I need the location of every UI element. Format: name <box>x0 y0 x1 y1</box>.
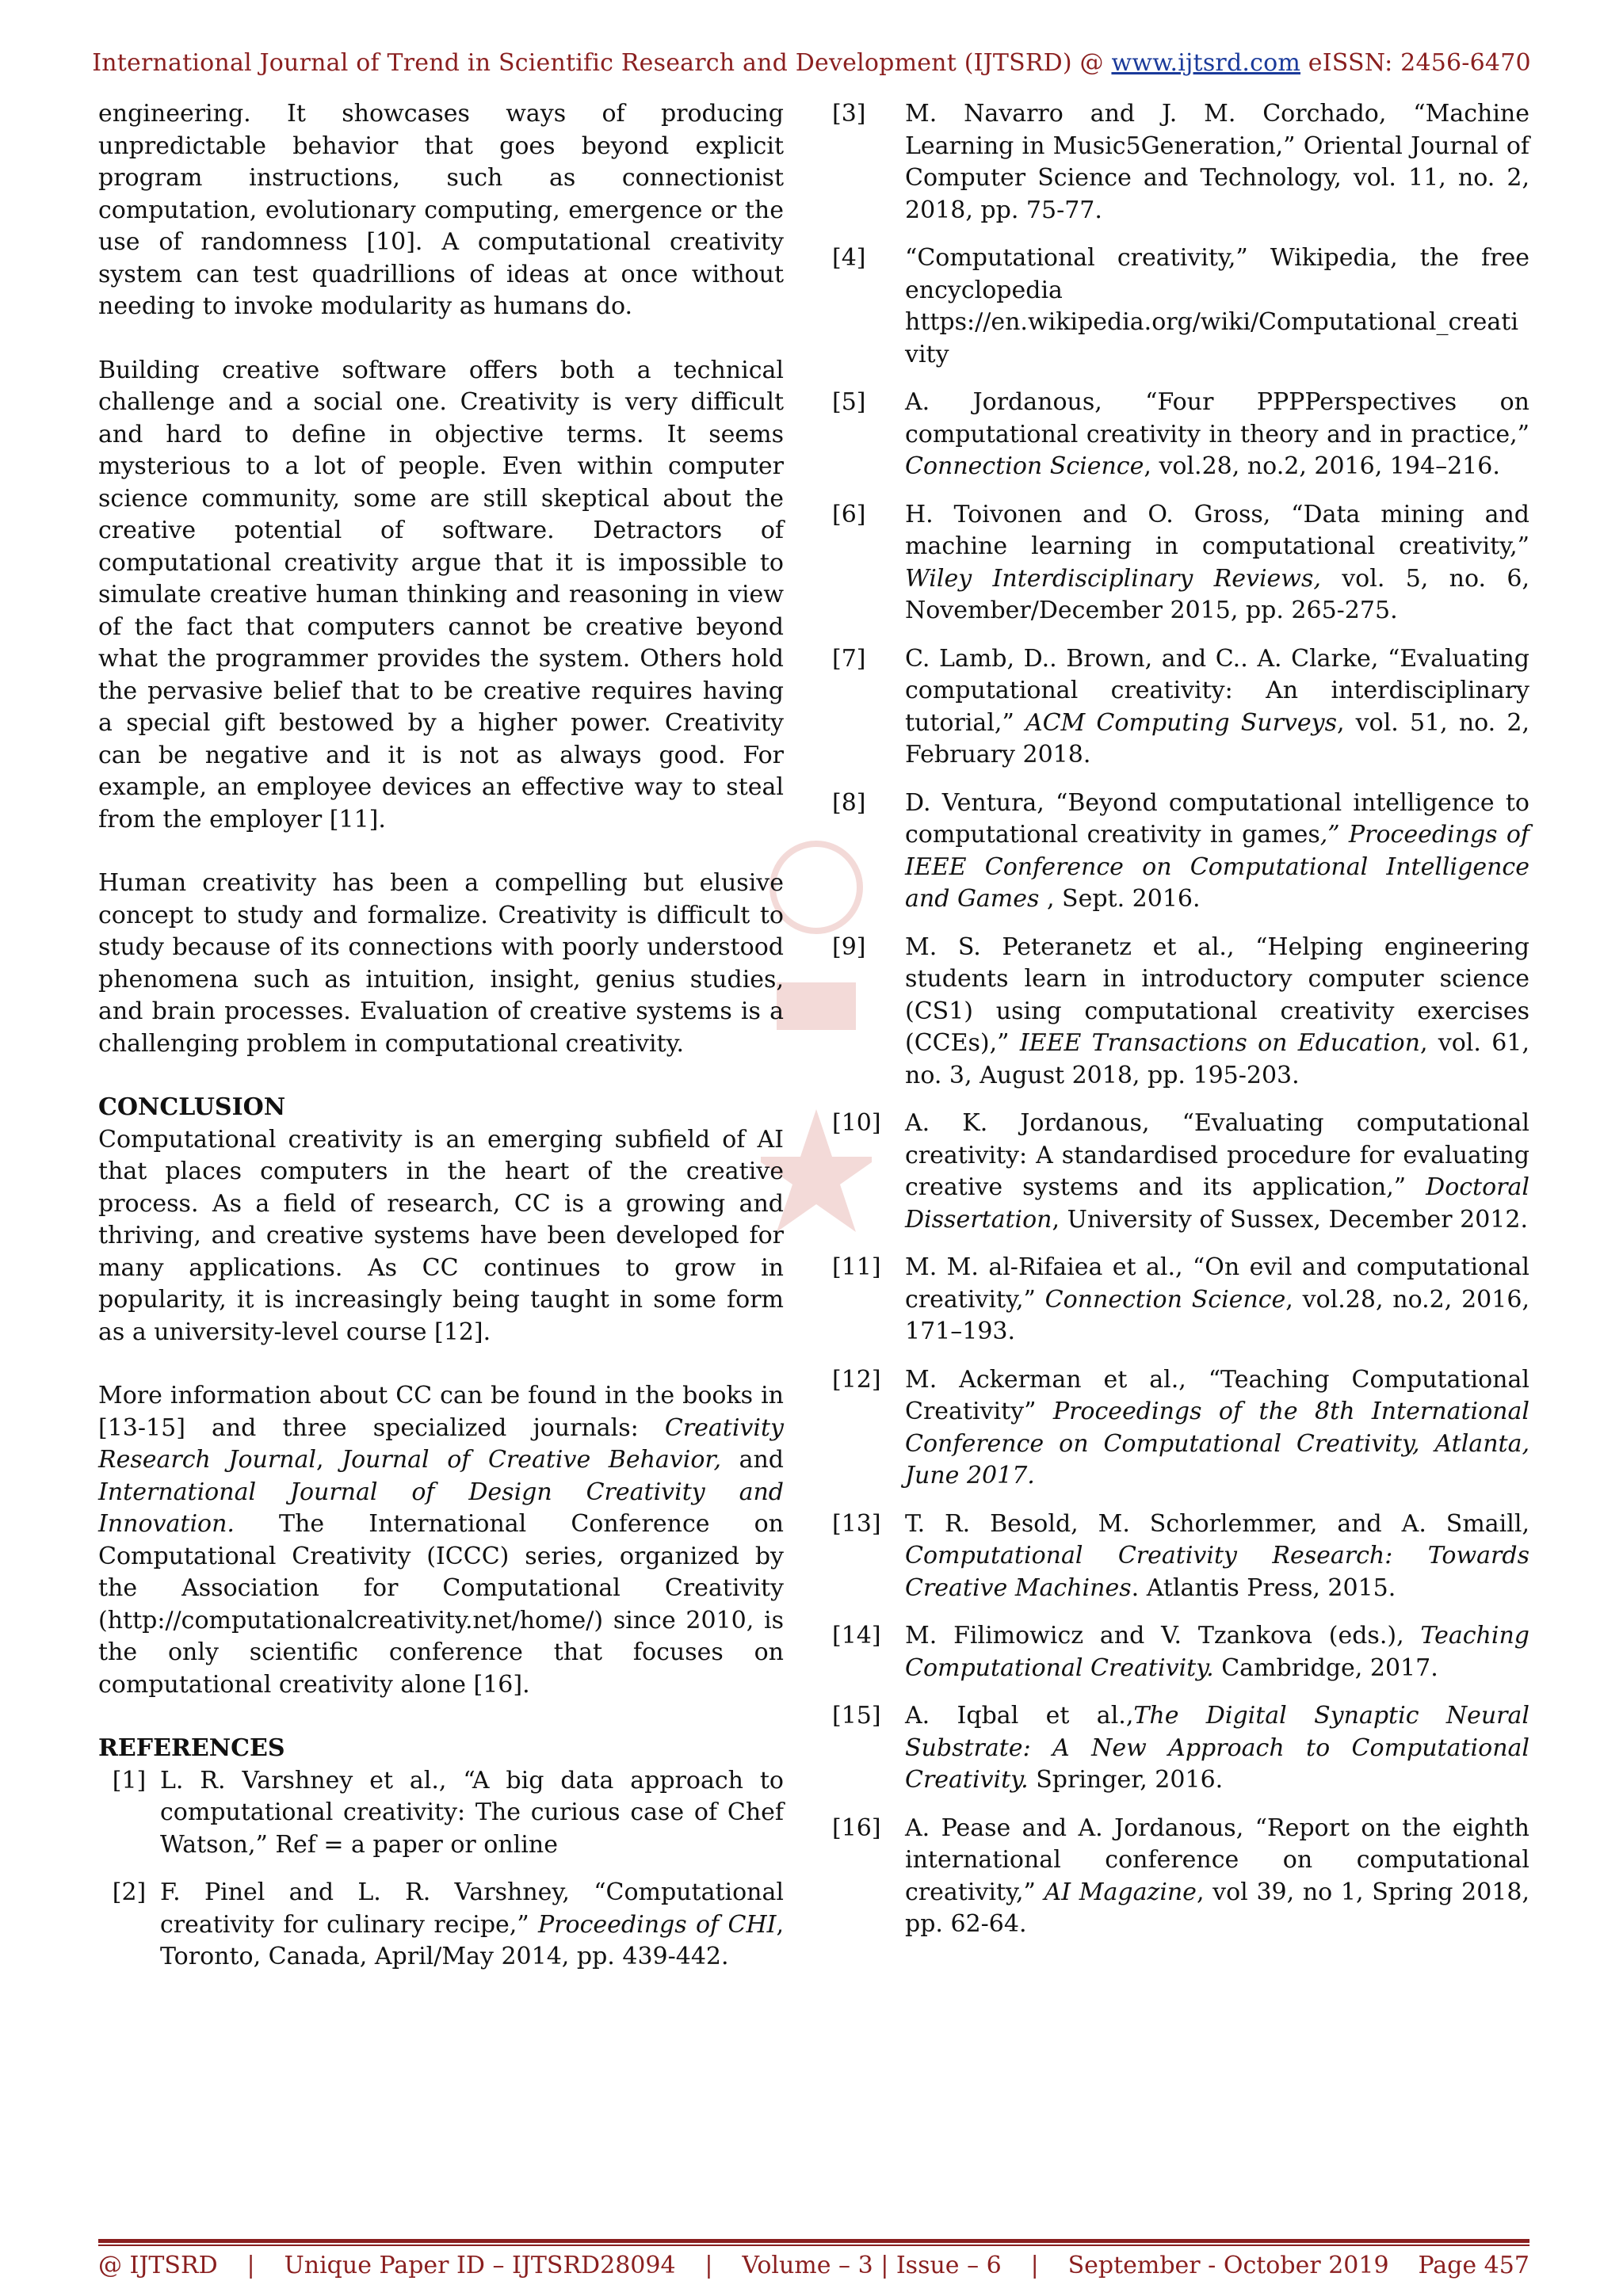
reference-text <box>905 932 1529 1093</box>
reference-text <box>905 499 1529 627</box>
body-paragraph: Human creativity has been a compelling but elusive concept to study and formalize. Creativity is difficult to study because of its connections with poorly understood phenomena such as intuition, insight, genius studies, and brain processes. Evaluation of creative systems is a challenging problem in computational creativity. <box>98 869 784 1058</box>
footer-separator: | <box>705 2252 713 2279</box>
reference-text <box>160 1765 784 1862</box>
reference-number: [3] <box>832 100 866 128</box>
left-column <box>98 98 784 1989</box>
reference-venue: Connection Science <box>905 452 1144 480</box>
reference-citation: M. S. Peteranetz et al., “Helping engineering students learn in introductory computer science (CS1) using computational creativity exercises (CCEs),” <box>905 933 1529 1057</box>
reference-text <box>905 1700 1529 1797</box>
reference-text <box>905 242 1529 371</box>
reference-venue: Teaching Computational Creativity. <box>905 1622 1529 1682</box>
reference-details: , Sept. 2016. <box>1039 885 1201 913</box>
separator-text: , <box>315 1446 342 1474</box>
reference-citation: D. Ventura, “Beyond computational intelligence to computational creativity in games <box>905 788 1529 849</box>
reference-venue: ACM Computing Surveys <box>1025 708 1337 737</box>
reference-text <box>905 643 1529 772</box>
reference-citation: M. M. al-Rifaiea et al., “On evil and computational creativity,” <box>905 1253 1529 1314</box>
more-info-paragraph <box>98 1380 784 1701</box>
reference-citation: L. R. Varshney et al., “A big data approach to computational creativity: The curious case of Chef Watson,” Ref = a paper or online <box>160 1766 784 1859</box>
reference-number: [12] <box>832 1365 881 1394</box>
reference-details: , vol.28, no.2, 2016, 171–193. <box>905 1285 1529 1345</box>
reference-item <box>832 242 1529 371</box>
reference-details: . Atlantis Press, 2015. <box>1131 1573 1396 1602</box>
reference-number: [14] <box>832 1622 881 1650</box>
header-website-link[interactable]: www.ijtsrd.com <box>1111 49 1301 77</box>
reference-venue: AI Magazine <box>1044 1878 1197 1906</box>
reference-number: [15] <box>832 1702 881 1730</box>
reference-citation: A. Iqbal et al., <box>905 1702 1134 1730</box>
reference-item <box>832 387 1529 483</box>
more-info-text: The International Conference on Computational Creativity (ICCC) series, organized by the Association for Computational Creativity (http://computationalcreativity.net/home/) since 2010, is the only scientific conference that focuses on computational creativity alone [16]. <box>98 1510 784 1699</box>
reference-details: , Toronto, Canada, April/May 2014, pp. 439-442. <box>160 1910 785 1970</box>
reference-item <box>832 1813 1529 1941</box>
reference-item <box>832 1508 1529 1605</box>
reference-item <box>832 1700 1529 1797</box>
reference-citation: F. Pinel and L. R. Varshney, “Computational creativity for culinary recipe,” <box>160 1878 784 1939</box>
reference-item <box>832 1364 1529 1493</box>
footer-separator: | <box>1030 2252 1039 2279</box>
header-journal-text: International Journal of Trend in Scientific Research and Development (IJTSRD) @ <box>92 49 1112 77</box>
more-info-text: More information about CC can be found in the books in [13-15] and three specialized journals: <box>98 1382 784 1442</box>
running-header <box>0 49 1623 77</box>
reference-text <box>905 387 1529 483</box>
journal-title: Creativity Research Journal <box>98 1413 784 1474</box>
reference-details: Springer, 2016. <box>1028 1766 1224 1794</box>
reference-text <box>905 1108 1529 1236</box>
reference-venue: Doctoral Dissertation <box>905 1173 1529 1234</box>
reference-venue: The Digital Synaptic Neural Substrate: A New Approach to Computational Creativity. <box>905 1702 1529 1794</box>
reference-number: [8] <box>832 788 866 817</box>
reference-venue: Computational Creativity Research: Towards Creative Machines <box>905 1542 1529 1602</box>
footer-rule <box>98 2245 1529 2246</box>
journal-title: Journal of Creative Behavior, <box>342 1446 721 1474</box>
journal-title: International Journal of Design Creativity and Innovation. <box>98 1478 784 1538</box>
reference-details: , vol.28, no.2, 2016, 194–216. <box>1144 452 1500 480</box>
reference-text <box>905 1620 1529 1684</box>
right-column <box>832 98 1529 1957</box>
reference-venue: IEEE Transactions on Education <box>1019 1029 1420 1057</box>
reference-text <box>905 1364 1529 1493</box>
reference-citation: M. Ackerman et al., “Teaching Computational Creativity” <box>905 1365 1529 1425</box>
reference-details: , vol. 51, no. 2, February 2018. <box>905 708 1529 769</box>
reference-number: [5] <box>832 388 866 416</box>
reference-number: [13] <box>832 1509 881 1538</box>
separator-text: and <box>721 1446 784 1474</box>
footer-rule <box>98 2239 1529 2243</box>
reference-details: Cambridge, 2017. <box>1213 1653 1438 1682</box>
reference-item <box>832 98 1529 227</box>
reference-details: , vol 39, no 1, Spring 2018, pp. 62-64. <box>905 1878 1529 1938</box>
reference-number: [9] <box>832 933 866 961</box>
reference-text <box>160 1877 784 1974</box>
reference-item <box>832 932 1529 1093</box>
reference-citation: A. K. Jordanous, “Evaluating computational creativity: A standardised procedure for evaluating creative systems and its application,” <box>905 1109 1529 1201</box>
reference-citation: M. Filimowicz and V. Tzankova (eds.), <box>905 1622 1421 1650</box>
reference-number: [16] <box>832 1814 881 1842</box>
reference-number: [4] <box>832 244 866 272</box>
reference-venue: Proceedings of CHI <box>538 1910 777 1939</box>
footer-separator: | <box>246 2252 255 2279</box>
footer-brand: @ IJTSRD <box>98 2252 218 2279</box>
reference-number: [2] <box>112 1878 147 1906</box>
reference-citation: A. Jordanous, “Four PPPPerspectives on computational creativity in theory and in practice,” <box>905 388 1529 448</box>
conclusion-heading: CONCLUSION <box>98 1093 286 1121</box>
reference-citation: T. R. Besold, M. Schorlemmer, and A. Smaill, <box>905 1509 1529 1538</box>
reference-venue: Wiley Interdisciplinary Reviews, <box>905 564 1321 593</box>
reference-item <box>832 643 1529 772</box>
reference-citation: M. Navarro and J. M. Corchado, “Machine Learning in Music5Generation,” Oriental Journal of Computer Science and Technology, vol. 11, no. 2, 2018, pp. 75-77. <box>905 100 1529 224</box>
reference-text <box>905 98 1529 227</box>
references-heading: REFERENCES <box>98 1734 285 1762</box>
reference-item <box>98 1877 784 1974</box>
reference-text <box>905 1252 1529 1348</box>
reference-item <box>832 1252 1529 1348</box>
reference-item <box>832 1620 1529 1684</box>
reference-number: [1] <box>112 1766 147 1794</box>
reference-details: vol. 5, no. 6, November/December 2015, pp. 265-275. <box>905 564 1529 624</box>
header-issn-text: eISSN: 2456-6470 <box>1300 49 1531 77</box>
reference-item <box>832 1108 1529 1236</box>
reference-venue: ,” Proceedings of IEEE Conference on Computational Intelligence and Games <box>905 821 1530 913</box>
reference-url-link[interactable]: https://en.wikipedia.org/wiki/Computational_creativity <box>905 308 1518 368</box>
reference-text <box>905 1813 1529 1941</box>
body-paragraph: Building creative software offers both a technical challenge and a social one. Creativity is very difficult and hard to define in objective terms. It seems mysterious to a lot of people. Even within computer science community, some are still skeptical about the creative potential of software. Detractors of computational creativity argue that it is impossible to simulate creative human thinking and reasoning in view of the fact that computers cannot be creative beyond what the programmer provides the system. Others hold the pervasive belief that to be creative requires having a special gift bestowed by a higher power. Creativity can be negative and it is not as always good. For example, an employee devices an effective way to steal from the employer [11]. <box>98 356 784 833</box>
reference-number: [6] <box>832 500 866 528</box>
footer-page-number: Page 457 <box>1418 2252 1529 2279</box>
reference-venue: Connection Science <box>1044 1285 1286 1314</box>
reference-number: [11] <box>832 1253 881 1281</box>
reference-citation: A. Pease and A. Jordanous, “Report on the eighth international conference on computational creativity,” <box>905 1814 1529 1906</box>
reference-citation: C. Lamb, D.. Brown, and C.. A. Clarke, “Evaluating computational creativity: An interdisciplinary tutorial,” <box>905 644 1529 737</box>
footer-paper-id: Unique Paper ID – IJTSRD28094 <box>284 2252 676 2279</box>
reference-item <box>832 788 1529 916</box>
reference-text <box>905 1508 1529 1605</box>
reference-text <box>905 788 1529 916</box>
reference-citation: “Computational creativity,” Wikipedia, the free encyclopedia <box>905 244 1529 304</box>
page-footer <box>98 2252 1529 2279</box>
reference-item <box>98 1765 784 1862</box>
reference-number: [10] <box>832 1109 881 1137</box>
body-paragraph: engineering. It showcases ways of producing unpredictable behavior that goes beyond explicit program instructions, such as connectionist computation, evolutionary computing, emergence or the use of randomness [10]. A computational creativity system can test quadrillions of ideas at once without needing to invoke modularity as humans do. <box>98 100 784 320</box>
conclusion-paragraph: Computational creativity is an emerging subfield of AI that places computers in the heart of the creative process. As a field of research, CC is a growing and thriving, and creative systems have been developed for many applications. As CC continues to grow in popularity, it is increasingly being taught in some form as a university-level course [12]. <box>98 1125 784 1346</box>
reference-citation: H. Toivonen and O. Gross, “Data mining and machine learning in computational creativity,” <box>905 500 1529 560</box>
reference-details: , University of Sussex, December 2012. <box>1052 1205 1528 1234</box>
footer-volume-issue: Volume – 3 | Issue – 6 <box>742 2252 1002 2279</box>
reference-details: , vol. 61, no. 3, August 2018, pp. 195-203. <box>905 1029 1529 1089</box>
reference-number: [7] <box>832 644 866 673</box>
reference-item <box>832 499 1529 627</box>
footer-date: September - October 2019 <box>1067 2252 1389 2279</box>
reference-venue: Proceedings of the 8th International Conference on Computational Creativity, Atlanta, June 2017. <box>905 1398 1529 1489</box>
